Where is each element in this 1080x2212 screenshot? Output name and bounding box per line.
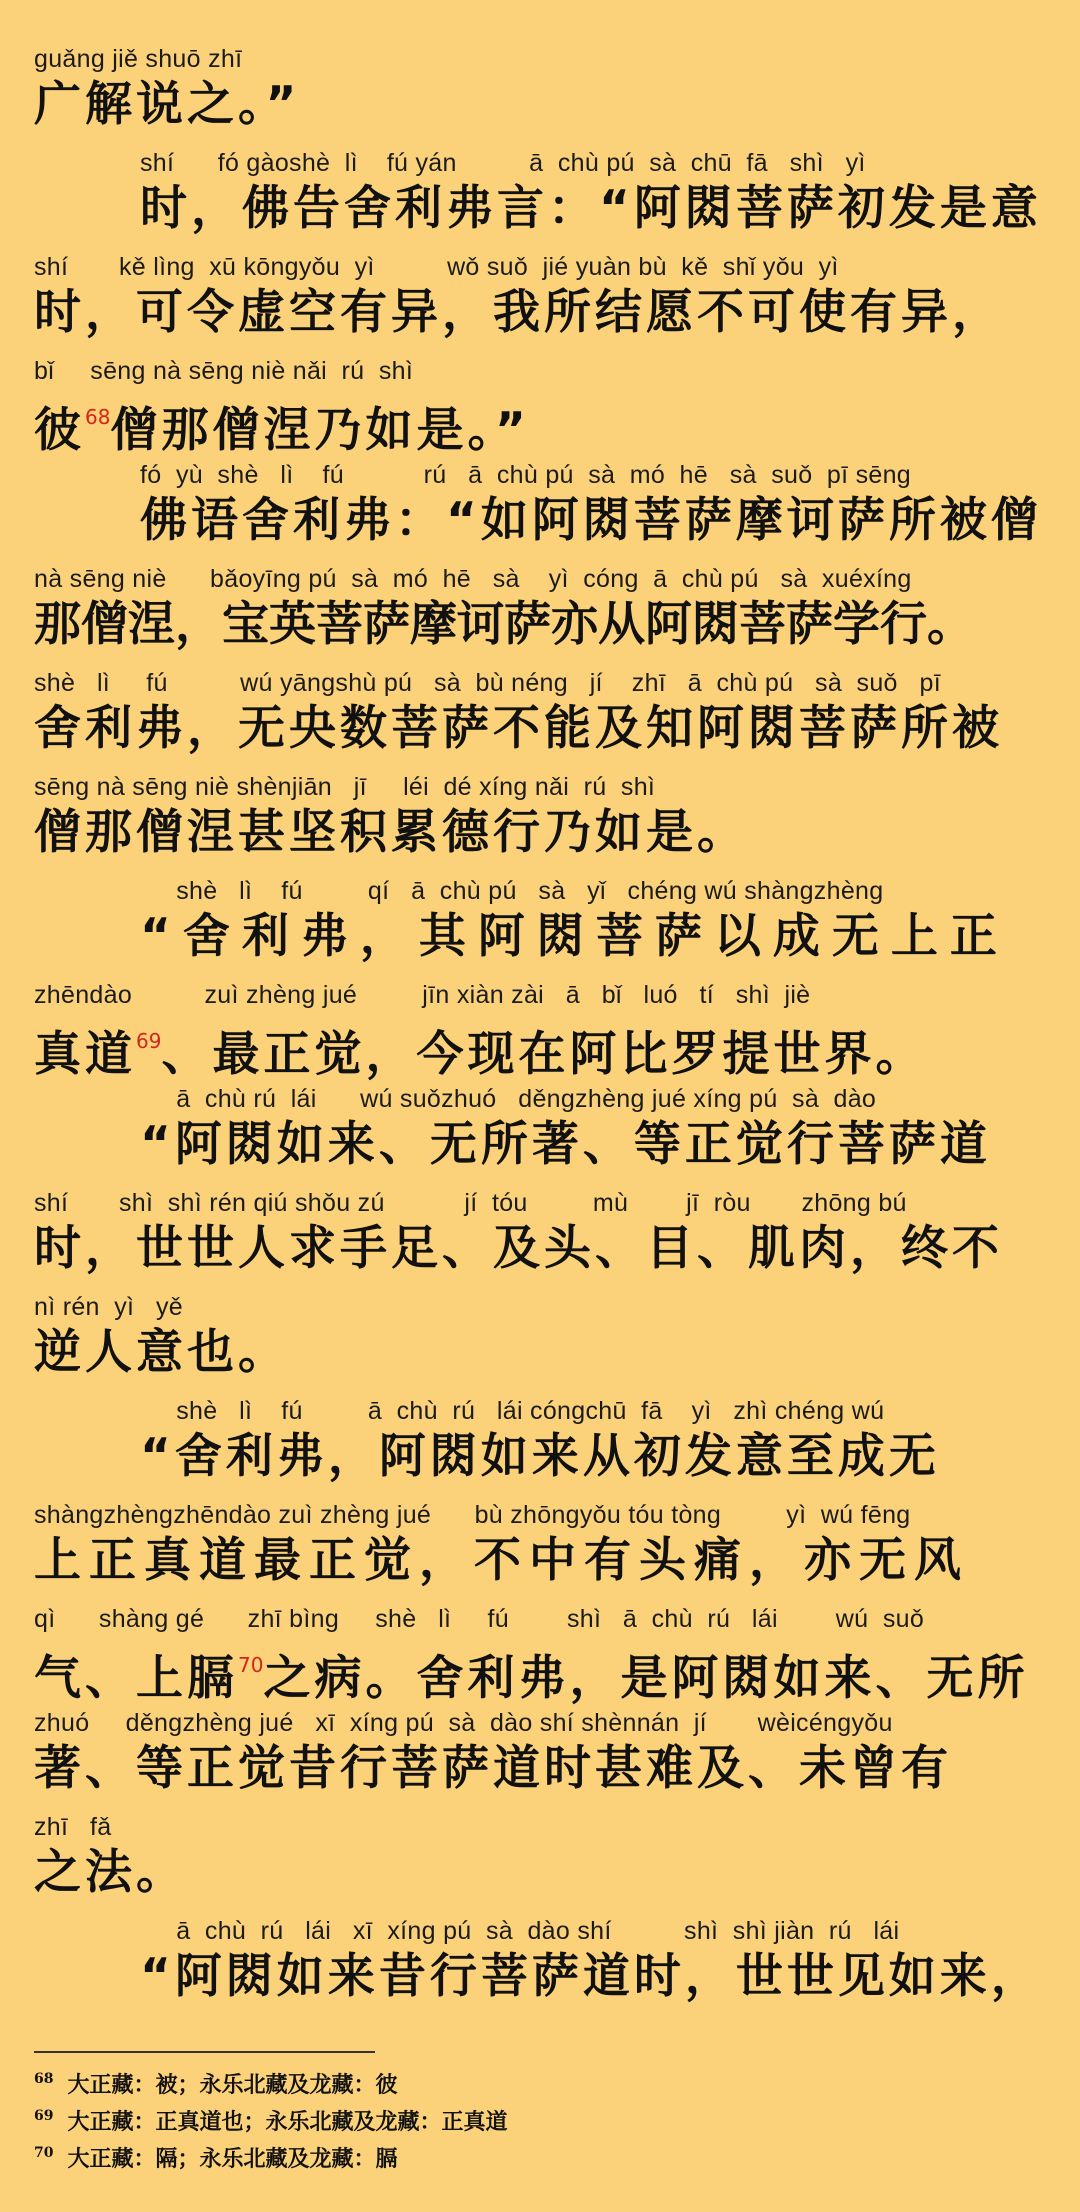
pinyin-row: qì shàng gé zhī bìng shè lì fú shì ā chù rú lái wú suǒ [34, 1605, 925, 1633]
hanzi-row: “阿閦如来昔行菩萨道时，世世见如来， [140, 1949, 1042, 2004]
text-line [34, 980, 1054, 1080]
pinyin-row: shí kě lìng xū kōngyǒu yì wǒ suǒ jié yuàn bù kě shǐ yǒu yì [34, 253, 839, 281]
text-line [34, 1604, 1054, 1704]
pinyin-row: shè lì fú ā chù rú lái cóngchū fā yì zhì chéng wú [140, 1397, 885, 1425]
footnote-69 [34, 2105, 508, 2137]
pinyin-row: shí shì shì rén qiú shǒu zú jí tóu mù jī ròu zhōng bú [34, 1189, 907, 1217]
hanzi-row: 之法。 [34, 1845, 187, 1900]
pinyin-row: nà sēng niè bǎoyīng pú sà mó hē sà yì cóng ā chù pú sà xuéxíng [34, 565, 912, 593]
pinyin-row: ā chù rú lái xī xíng pú sà dào shí shì shì jiàn rú lái [140, 1917, 900, 1945]
text-line [140, 148, 1054, 248]
text-line [140, 1916, 1054, 2016]
text-line [140, 460, 1054, 560]
pinyin-row: zhuó děngzhèng jué xī xíng pú sà dào shí shènnán jí wèicéngyǒu [34, 1709, 893, 1737]
footnote-text: 大正藏：被；永乐北藏及龙藏：彼 [67, 2072, 398, 2098]
hanzi-row: “舍利弗，其阿閦菩萨以成无上正 [140, 909, 1009, 964]
pinyin-row: shàngzhèngzhēndào zuì zhèng jué bù zhōngyǒu tóu tòng yì wú fēng [34, 1501, 911, 1529]
text-line [34, 1500, 1054, 1600]
text-line [34, 252, 1054, 352]
footnote-text: 大正藏：正真道也；永乐北藏及龙藏：正真道 [67, 2109, 508, 2135]
hanzi-row: 佛语舍利弗：“如阿閦菩萨摩诃萨所被僧 [140, 493, 1042, 548]
pinyin-row: nì rén yì yě [34, 1293, 184, 1321]
text-line [34, 1292, 1054, 1392]
footnote-marker-69[interactable]: 69 [136, 1029, 162, 1053]
pinyin-row: sēng nà sēng niè shènjiān jī léi dé xíng nǎi rú shì [34, 773, 656, 801]
text-line [34, 564, 1054, 664]
hanzi-row: 时，佛告舍利弗言：“阿閦菩萨初发是意 [140, 181, 1042, 236]
text-line [34, 668, 1054, 768]
hanzi-row: 时，可令虚空有异，我所结愿不可使有异， [34, 285, 1003, 340]
pinyin-row: shè lì fú wú yāngshù pú sà bù néng jí zhī ā chù pú sà suǒ pī [34, 669, 941, 697]
hanzi-row: “舍利弗，阿閦如来从初发意至成无 [140, 1429, 940, 1484]
text-line [34, 1188, 1054, 1288]
hanzi-row: 著、等正觉昔行菩萨道时甚难及、未曾有 [34, 1741, 952, 1796]
footnote-68 [34, 2068, 398, 2100]
footnote-marker-70[interactable]: 70 [238, 1653, 264, 1677]
pinyin-row: shè lì fú qí ā chù pú sà yǐ chéng wú shàngzhèng [140, 877, 884, 905]
hanzi-row: 时，世世人求手足、及头、目、肌肉，终不 [34, 1221, 1003, 1276]
text-line [140, 1396, 1054, 1496]
text-line [34, 1708, 1054, 1808]
footnote-number: 69 [34, 2108, 54, 2124]
hanzi-row: 舍利弗，无央数菩萨不能及知阿閦菩萨所被 [34, 701, 1003, 756]
hanzi-row: 逆人意也。 [34, 1325, 289, 1380]
hanzi-row: 僧那僧涅甚坚积累德行乃如是。 [34, 805, 748, 860]
hanzi-row: 那僧涅，宝英菩萨摩诃萨亦从阿閦菩萨学行。 [34, 597, 974, 652]
pinyin-row: zhī fǎ [34, 1813, 112, 1841]
text-line [140, 876, 1054, 976]
hanzi-row: 上正真道最正觉，不中有头痛，亦无风 [34, 1533, 969, 1588]
text-line [34, 1812, 1054, 1912]
hanzi-row: “阿閦如来、无所著、等正觉行菩萨道 [140, 1117, 991, 1172]
pinyin-row: fó yù shè lì fú rú ā chù pú sà mó hē sà suǒ pī sēng [140, 461, 911, 489]
footnote-divider [34, 2051, 375, 2053]
pinyin-row: bǐ sēng nà sēng niè nǎi rú shì [34, 357, 414, 385]
footnote-text: 大正藏：隔；永乐北藏及龙藏：膈 [67, 2146, 398, 2172]
footnote-70 [34, 2142, 398, 2174]
footnote-marker-68[interactable]: 68 [85, 405, 111, 429]
pinyin-row: ā chù rú lái wú suǒzhuó děngzhèng jué xíng pú sà dào [140, 1085, 877, 1113]
footnote-number: 68 [34, 2071, 54, 2087]
pinyin-row: shí fó gàoshè lì fú yán ā chù pú sà chū fā shì yì [140, 149, 866, 177]
text-line [34, 44, 1054, 144]
hanzi-row: 气、上膈$^{70}$之病。舍利弗，是阿閦如来、无所 [34, 1651, 1029, 1706]
hanzi-row: 广解说之。” [34, 77, 301, 132]
text-line [34, 356, 1054, 456]
hanzi-row: 真道$^{69}$、最正觉，今现在阿比罗提世界。 [34, 1027, 927, 1082]
hanzi-row: 彼$^{68}$僧那僧涅乃如是。” [34, 403, 530, 458]
pinyin-row: guǎng jiě shuō zhī [34, 45, 243, 73]
text-line [140, 1084, 1054, 1184]
text-line [34, 772, 1054, 872]
footnote-number: 70 [34, 2145, 54, 2161]
pinyin-row: zhēndào zuì zhèng jué jīn xiàn zài ā bǐ luó tí shì jiè [34, 981, 811, 1009]
